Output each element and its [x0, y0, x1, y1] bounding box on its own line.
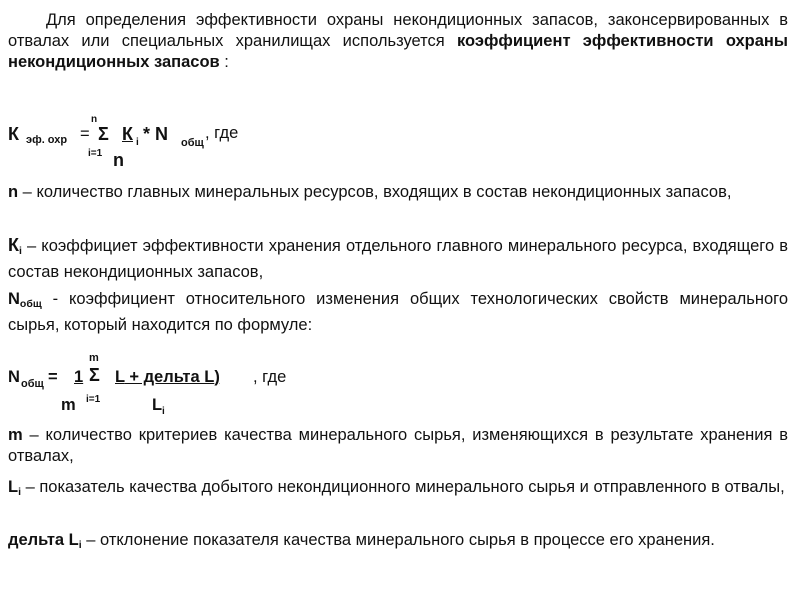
sum-sign: Σ	[98, 124, 109, 144]
definition-n	[8, 182, 788, 203]
formula2-where: , где	[253, 368, 287, 386]
formula-n-subscript: общ	[181, 137, 204, 149]
sum-lower-limit: i=1	[88, 148, 103, 159]
def-subscript: общ	[19, 298, 42, 310]
sum2-upper-limit: m	[89, 352, 99, 364]
numerator-l: L	[115, 368, 125, 386]
def-symbol: К	[8, 235, 19, 255]
intro-colon: :	[219, 53, 229, 71]
formula-n-symbol: * N	[143, 124, 169, 144]
formula-k-symbol: К	[8, 124, 19, 144]
formula-where: , где	[205, 124, 239, 142]
formula2-den-l: L	[152, 396, 163, 414]
formula2-n-symbol: N	[8, 368, 20, 386]
def-symbol: n	[8, 183, 19, 201]
formula2-den-l-subscript: i	[162, 406, 165, 417]
def-symbol: N	[8, 290, 20, 308]
sum-upper-limit: n	[91, 114, 98, 125]
def-text: - коэффициент относительного изменения общих технологических свойств минерального сырья, который находится по формуле:	[8, 290, 788, 334]
definition-li	[8, 477, 788, 503]
intro-text: Для определения эффективности охраны некондиционных запасов, законсервированных в отвалах или специальных хранилищах используется	[8, 11, 788, 50]
formula2-n-subscript: общ	[21, 378, 44, 390]
intro-paragraph	[8, 10, 788, 73]
definition-delta-li	[8, 530, 788, 556]
definition-ki	[8, 235, 788, 283]
def-symbol: L	[8, 478, 19, 496]
def-text: – показатель качества добытого некондиционного минерального сырья и отправленного в отвалы,	[21, 478, 785, 496]
def-text: – количество главных минеральных ресурсов, входящих в состав некондиционных запасов,	[18, 183, 732, 201]
def-text: – коэффициет эффективности хранения отдельного главного минерального ресурса, входящего в состав некондиционных запасов,	[8, 237, 788, 281]
def-subscript: i	[19, 245, 22, 257]
sum2-sign: Σ	[89, 365, 100, 385]
def-symbol: дельта L	[8, 531, 79, 549]
formula2-one: 1	[74, 368, 84, 386]
def-text: – количество критериев качества минерального сырья, изменяющихся в результате хранения в отвалах,	[8, 426, 788, 465]
definition-m	[8, 425, 788, 467]
formula2-numerator	[115, 368, 220, 387]
numerator-close: )	[214, 368, 220, 386]
def-text: – отклонение показателя качества минерального сырья в процессе его хранения.	[81, 531, 715, 549]
sum2-lower-limit: i=1	[86, 394, 101, 405]
def-symbol: m	[8, 426, 23, 444]
definition-nobshch	[8, 289, 788, 336]
def-subscript: i	[18, 486, 22, 498]
formula-denominator: n	[113, 150, 124, 170]
formula-ki-subscript: i	[136, 137, 139, 148]
formula2-equals: =	[48, 368, 58, 386]
formula-ki-symbol: К	[122, 124, 133, 144]
formula-equals: =	[80, 125, 90, 143]
formula-k-subscript: эф. охр	[26, 134, 68, 146]
intro-term: коэффициент эффективности охраны некондиционных запасов	[8, 32, 788, 71]
numerator-delta: + дельта L	[124, 368, 215, 386]
formula2-den-m: m	[61, 396, 76, 414]
def-subscript: i	[78, 539, 82, 551]
